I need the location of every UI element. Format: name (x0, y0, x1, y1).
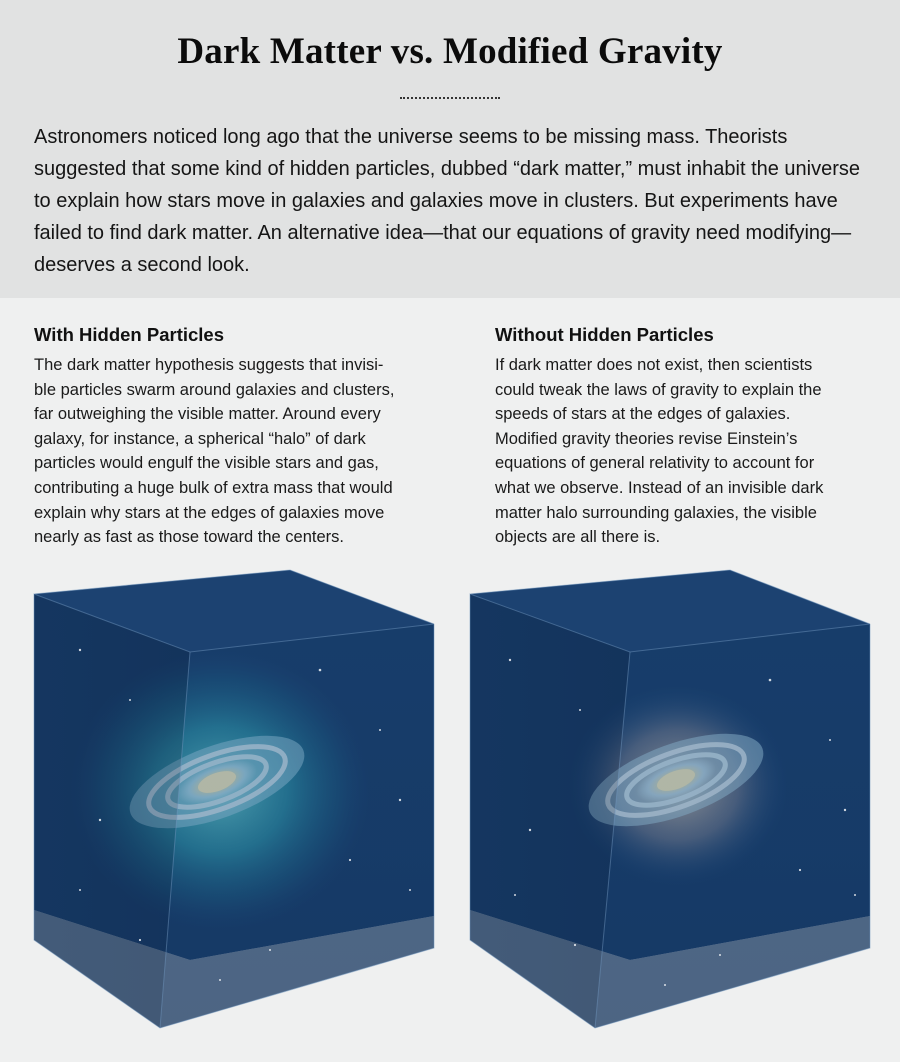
right-column-text: If dark matter does not exist, then scientists could tweak the laws of gravity to explain the speeds of stars at the edges of galaxies. Modified gravity theories revise Einstein’s equations of general relativity to account for what we observe. Instead of an invisible dark matter halo surrounding galaxies, the visible objects are all there is. (495, 356, 824, 547)
header-panel (0, 0, 900, 298)
dark-matter-halo-cube-illustration (20, 560, 460, 1040)
intro-paragraph: Astronomers noticed long ago that the universe seems to be missing mass. Theorists suggested that some kind of hidden particles, dubbed “dark matter,” must inhabit the universe to explain how stars move in galaxies and galaxies move in clusters. But experiments have failed to find dark matter. An alternative idea—that our equations of gravity need modifying—deserves a second look. (34, 126, 861, 276)
left-column-text: The dark matter hypothesis suggests that invisi- ble particles swarm around galaxies and clusters, far outweighing the visible matter. Around every galaxy, for instance, a spherical “halo” of dark particles would engulf the visible stars and gas, contributing a huge bulk of extra mass that would explain why stars at the edges of galaxies move nearly as fast as those toward the centers. (34, 356, 395, 547)
left-column-heading: With Hidden Particles (34, 324, 225, 345)
title-divider (400, 97, 500, 99)
page-title: Dark Matter vs. Modified Gravity (177, 31, 723, 72)
right-column-heading: Without Hidden Particles (495, 324, 714, 345)
modified-gravity-cube-illustration (460, 560, 900, 1040)
